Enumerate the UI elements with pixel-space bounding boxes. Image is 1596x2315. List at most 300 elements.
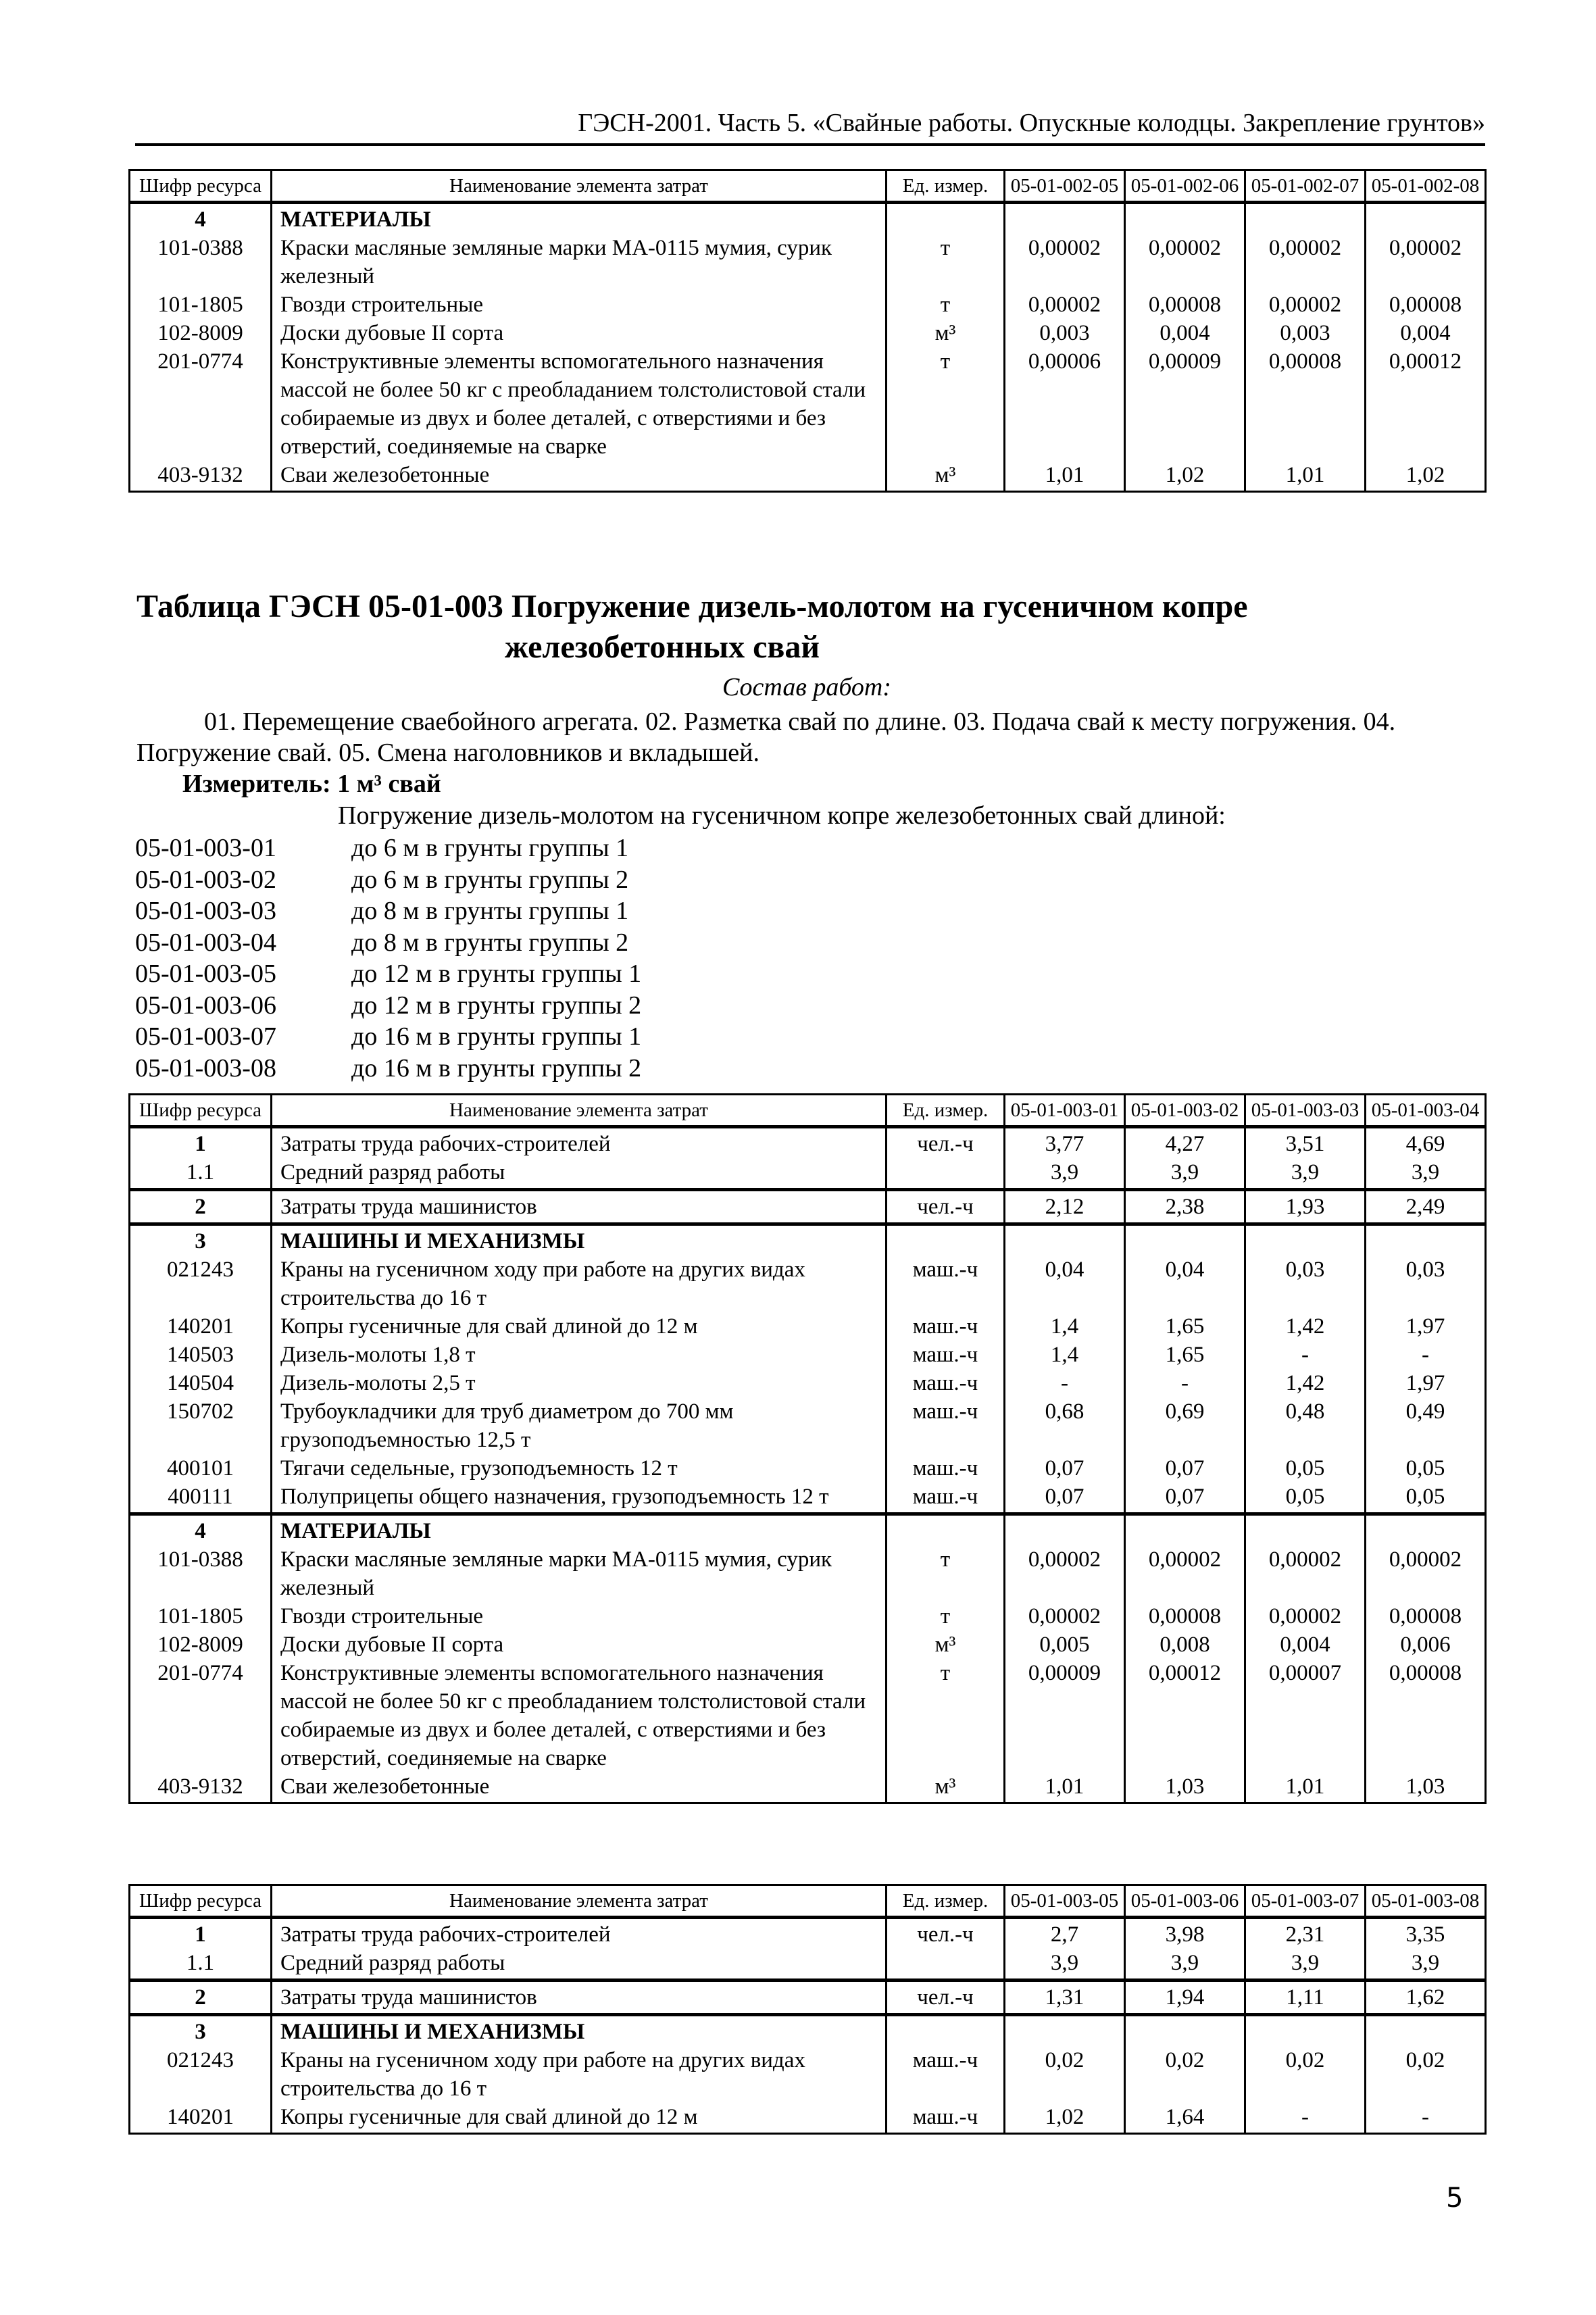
norm-value: 1,01 (1005, 461, 1125, 492)
page-number: 5 (1446, 2183, 1464, 2214)
norm-value: 0,00002 (1245, 234, 1366, 291)
norm-value: 3,9 (1366, 1158, 1486, 1190)
norm-value: 1,03 (1366, 1772, 1486, 1803)
norm-value: 0,00002 (1005, 1545, 1125, 1602)
table-row (130, 461, 1486, 492)
unit: маш.-ч (887, 1255, 1005, 1312)
cost-table-003-05-08 (128, 1884, 1487, 2135)
composition-text: 01. Перемещение сваебойного агрегата. 02. Разметка свай по длине. 03. Подача свай к месту погружения. 04. Погружение свай. 05. Смена наголовников и вкладышей. (136, 707, 1396, 767)
variant-code: 05-01-003-04 (135, 928, 276, 957)
resource-code: 400101 (130, 1454, 272, 1483)
table-row (130, 1397, 1486, 1454)
header-code: Шифр ресурса (130, 170, 272, 203)
table-row (130, 1545, 1486, 1602)
unit: маш.-ч (887, 1483, 1005, 1514)
resource-code: 3 (130, 1224, 272, 1256)
norm-value: 1,65 (1125, 1341, 1245, 1369)
variants-list (135, 832, 641, 1084)
norm-value (1245, 203, 1366, 234)
norm-value: 0,07 (1125, 1454, 1245, 1483)
unit: маш.-ч (887, 2046, 1005, 2103)
norm-value: 2,49 (1366, 1190, 1486, 1224)
section-row (130, 1514, 1486, 1546)
row-group (130, 2015, 1486, 2134)
norm-value: 0,00002 (1005, 234, 1125, 291)
norm-value (1125, 203, 1245, 234)
norm-value: 0,00008 (1245, 347, 1366, 461)
norm-value: 1,94 (1125, 1981, 1245, 2015)
resource-name: Сваи железобетонные (272, 461, 887, 492)
norm-value: 1,4 (1005, 1341, 1125, 1369)
resource-code: 140503 (130, 1341, 272, 1369)
norm-value (1366, 203, 1486, 234)
norm-value: 1,01 (1245, 1772, 1366, 1803)
resource-code: 101-1805 (130, 1602, 272, 1631)
norm-value: 1,01 (1005, 1772, 1125, 1803)
unit: м³ (887, 319, 1005, 347)
norm-value: 3,9 (1005, 1949, 1125, 1981)
resource-code: 140504 (130, 1369, 272, 1397)
norm-value: 0,00009 (1005, 1659, 1125, 1772)
norm-value: 3,77 (1005, 1127, 1125, 1159)
section-row (130, 203, 1486, 234)
resource-name: Полуприцепы общего назначения, грузоподъемность 12 т (272, 1483, 887, 1514)
norm-value: 1,42 (1245, 1312, 1366, 1341)
unit (887, 1158, 1005, 1190)
unit: т (887, 1659, 1005, 1772)
norm-value: - (1005, 1369, 1125, 1397)
section-row (130, 1224, 1486, 1256)
unit: т (887, 234, 1005, 291)
resource-code: 2 (130, 1190, 272, 1224)
row-group (130, 1224, 1486, 1514)
norm-value: 1,4 (1005, 1312, 1125, 1341)
unit: т (887, 347, 1005, 461)
table-row (130, 1190, 1486, 1224)
resource-name: Краны на гусеничном ходу при работе на других видах строительства до 16 т (272, 2046, 887, 2103)
norm-value: 0,02 (1005, 2046, 1125, 2103)
norm-value: 0,02 (1125, 2046, 1245, 2103)
variant-text: до 12 м в грунты группы 2 (351, 991, 642, 1020)
header-code: Шифр ресурса (130, 1095, 272, 1127)
norm-value (1005, 2015, 1125, 2047)
norm-value: 0,00008 (1366, 1602, 1486, 1631)
table-row (130, 1602, 1486, 1631)
resource-code: 102-8009 (130, 1631, 272, 1659)
norm-value: 0,00009 (1125, 347, 1245, 461)
unit: маш.-ч (887, 1454, 1005, 1483)
table-title-line-1: Таблица ГЭСН 05-01-003 Погружение дизель-молотом на гусеничном копре (136, 589, 1248, 624)
variant-text: до 6 м в грунты группы 1 (351, 834, 629, 862)
header-norm-code: 05-01-002-06 (1125, 170, 1245, 203)
norm-value: 1,02 (1005, 2103, 1125, 2134)
resource-name: Доски дубовые II сорта (272, 1631, 887, 1659)
row-group (130, 203, 1486, 492)
unit: м³ (887, 1772, 1005, 1803)
header-name: Наименование элемента затрат (272, 170, 887, 203)
norm-value: 1,01 (1245, 461, 1366, 492)
norm-value: 1,31 (1005, 1981, 1125, 2015)
resource-code: 403-9132 (130, 1772, 272, 1803)
header-name: Наименование элемента затрат (272, 1095, 887, 1127)
row-group (130, 1981, 1486, 2015)
norm-value: 0,00006 (1005, 347, 1125, 461)
unit (887, 1949, 1005, 1981)
norm-value: 4,69 (1366, 1127, 1486, 1159)
norm-value: 0,003 (1245, 319, 1366, 347)
norm-value (1366, 2015, 1486, 2047)
norm-value: 1,02 (1366, 461, 1486, 492)
norm-value (1125, 1514, 1245, 1546)
variant-item (135, 1053, 641, 1085)
variant-code: 05-01-003-03 (135, 897, 276, 925)
table-title-line-2: железобетонных свай (505, 629, 820, 665)
norm-value: 1,97 (1366, 1312, 1486, 1341)
table-row (130, 2046, 1486, 2103)
row-group (130, 1918, 1486, 1981)
norm-value: - (1245, 2103, 1366, 2134)
resource-name: Затраты труда машинистов (272, 1190, 887, 1224)
unit (887, 203, 1005, 234)
resource-name: Затраты труда машинистов (272, 1981, 887, 2015)
section-title: МАТЕРИАЛЫ (272, 203, 887, 234)
norm-value: 4,27 (1125, 1127, 1245, 1159)
header-row (130, 1885, 1486, 1918)
norm-value: 0,48 (1245, 1397, 1366, 1454)
norm-value: 0,69 (1125, 1397, 1245, 1454)
resource-name: Доски дубовые II сорта (272, 319, 887, 347)
norm-value (1245, 2015, 1366, 2047)
header-norm-code: 05-01-003-01 (1005, 1095, 1125, 1127)
unit: т (887, 291, 1005, 319)
resource-code: 3 (130, 2015, 272, 2047)
resource-name: Краски масляные земляные марки МА-0115 мумия, сурик железный (272, 234, 887, 291)
norm-value: 0,00002 (1125, 1545, 1245, 1602)
table-row (130, 1341, 1486, 1369)
resource-name: Копры гусеничные для свай длиной до 12 м (272, 2103, 887, 2134)
variant-text: до 6 м в грунты группы 2 (351, 865, 629, 894)
table-row (130, 1255, 1486, 1312)
resource-name: Дизель-молоты 2,5 т (272, 1369, 887, 1397)
variant-code: 05-01-003-01 (135, 834, 276, 862)
norm-value (1245, 1224, 1366, 1256)
norm-value: 0,00002 (1245, 1602, 1366, 1631)
resource-code: 101-1805 (130, 291, 272, 319)
norm-value: 1,65 (1125, 1312, 1245, 1341)
header-norm-code: 05-01-003-03 (1245, 1095, 1366, 1127)
header-norm-code: 05-01-003-07 (1245, 1885, 1366, 1918)
norm-value: 3,51 (1245, 1127, 1366, 1159)
unit: маш.-ч (887, 1341, 1005, 1369)
table-row (130, 319, 1486, 347)
unit: т (887, 1545, 1005, 1602)
table-row (130, 1772, 1486, 1803)
header-row (130, 170, 1486, 203)
row-group (130, 1190, 1486, 1224)
resource-code: 150702 (130, 1397, 272, 1454)
norm-value: - (1366, 2103, 1486, 2134)
norm-value: 1,02 (1125, 461, 1245, 492)
resource-name: Затраты труда рабочих-строителей (272, 1127, 887, 1159)
norm-value: 0,006 (1366, 1631, 1486, 1659)
norm-value: 3,9 (1125, 1158, 1245, 1190)
header-name: Наименование элемента затрат (272, 1885, 887, 1918)
resource-code: 021243 (130, 1255, 272, 1312)
header-rule (135, 143, 1485, 146)
header-code: Шифр ресурса (130, 1885, 272, 1918)
unit: чел.-ч (887, 1127, 1005, 1159)
resource-code: 140201 (130, 1312, 272, 1341)
header-norm-code: 05-01-003-05 (1005, 1885, 1125, 1918)
norm-value (1125, 2015, 1245, 2047)
table-row (130, 1127, 1486, 1159)
table-row (130, 1158, 1486, 1190)
cost-table-003-01-04 (128, 1093, 1487, 1804)
table-row (130, 1918, 1486, 1949)
resource-code: 140201 (130, 2103, 272, 2134)
norm-value: 1,97 (1366, 1369, 1486, 1397)
variant-text: до 12 м в грунты группы 1 (351, 960, 642, 988)
norm-value: 1,64 (1125, 2103, 1245, 2134)
header-unit: Ед. измер. (887, 1885, 1005, 1918)
norm-value (1005, 1514, 1125, 1546)
running-header: ГЭСН-2001. Часть 5. «Свайные работы. Опускные колодцы. Закрепление грунтов» (578, 109, 1485, 137)
norm-value: 1,11 (1245, 1981, 1366, 2015)
norm-value: 3,9 (1005, 1158, 1125, 1190)
row-group (130, 1127, 1486, 1190)
variant-item (135, 958, 641, 990)
section-title: МАШИНЫ И МЕХАНИЗМЫ (272, 2015, 887, 2047)
resource-code: 021243 (130, 2046, 272, 2103)
norm-value: 1,93 (1245, 1190, 1366, 1224)
header-norm-code: 05-01-003-04 (1366, 1095, 1486, 1127)
norm-value (1366, 1514, 1486, 1546)
resource-name: Краны на гусеничном ходу при работе на других видах строительства до 16 т (272, 1255, 887, 1312)
variant-item (135, 864, 641, 896)
norm-value (1005, 1224, 1125, 1256)
norm-value: 1,62 (1366, 1981, 1486, 2015)
norm-value: 0,003 (1005, 319, 1125, 347)
norm-value: 3,9 (1125, 1949, 1245, 1981)
norm-value: 0,03 (1245, 1255, 1366, 1312)
norm-value: 3,98 (1125, 1918, 1245, 1949)
norm-value: 0,07 (1125, 1483, 1245, 1514)
norm-value: 3,9 (1245, 1949, 1366, 1981)
norm-value: 0,04 (1005, 1255, 1125, 1312)
header-unit: Ед. измер. (887, 1095, 1005, 1127)
table-row (130, 347, 1486, 461)
variant-item (135, 895, 641, 927)
unit: т (887, 1602, 1005, 1631)
table-row (130, 1483, 1486, 1514)
norm-value: 0,02 (1366, 2046, 1486, 2103)
table-row (130, 1631, 1486, 1659)
section-title: МАТЕРИАЛЫ (272, 1514, 887, 1546)
resource-name: Копры гусеничные для свай длиной до 12 м (272, 1312, 887, 1341)
norm-value (1366, 1224, 1486, 1256)
table-title (136, 587, 1481, 668)
norm-value: - (1366, 1341, 1486, 1369)
norm-value: 0,05 (1245, 1483, 1366, 1514)
norm-value: 2,31 (1245, 1918, 1366, 1949)
norm-value: 0,00008 (1125, 291, 1245, 319)
resource-code: 101-0388 (130, 234, 272, 291)
norm-value: 0,00002 (1245, 291, 1366, 319)
table-row (130, 234, 1486, 291)
table-row (130, 1659, 1486, 1772)
norm-value: 1,03 (1125, 1772, 1245, 1803)
norm-value (1005, 203, 1125, 234)
table-row (130, 1949, 1486, 1981)
unit: маш.-ч (887, 1369, 1005, 1397)
resource-code: 201-0774 (130, 347, 272, 461)
norm-value: 0,004 (1366, 319, 1486, 347)
variants-caption: Погружение дизель-молотом на гусеничном копре железобетонных свай длиной: (338, 801, 1226, 830)
variant-code: 05-01-003-07 (135, 1022, 276, 1051)
resource-code: 1.1 (130, 1949, 272, 1981)
cost-table-continued (128, 169, 1487, 493)
resource-code: 4 (130, 203, 272, 234)
resource-name: Краски масляные земляные марки МА-0115 мумия, сурик железный (272, 1545, 887, 1602)
section-title: МАШИНЫ И МЕХАНИЗМЫ (272, 1224, 887, 1256)
resource-name: Дизель-молоты 1,8 т (272, 1341, 887, 1369)
norm-value: - (1245, 1341, 1366, 1369)
resource-name: Гвозди строительные (272, 291, 887, 319)
header-row (130, 1095, 1486, 1127)
section-row (130, 2015, 1486, 2047)
unit (887, 2015, 1005, 2047)
resource-name: Конструктивные элементы вспомогательного назначения массой не более 50 кг с преобладанием толстолистовой стали собираемые из двух и более деталей, с отверстиями и без отверстий, соединяемые на сварке (272, 1659, 887, 1772)
resource-code: 1 (130, 1127, 272, 1159)
variant-text: до 16 м в грунты группы 2 (351, 1053, 642, 1082)
norm-value: 3,35 (1366, 1918, 1486, 1949)
norm-value: 0,004 (1245, 1631, 1366, 1659)
table-header (130, 170, 1486, 203)
norm-value: 0,03 (1366, 1255, 1486, 1312)
variant-code: 05-01-003-05 (135, 960, 276, 988)
norm-value: 3,9 (1245, 1158, 1366, 1190)
norm-value: 0,00002 (1125, 234, 1245, 291)
norm-value: 0,00002 (1366, 234, 1486, 291)
norm-value: 0,05 (1366, 1483, 1486, 1514)
unit (887, 1224, 1005, 1256)
norm-value: 0,00002 (1005, 291, 1125, 319)
resource-name: Трубоукладчики для труб диаметром до 700 мм грузоподъемностью 12,5 т (272, 1397, 887, 1454)
unit (887, 1514, 1005, 1546)
resource-code: 102-8009 (130, 319, 272, 347)
resource-code: 201-0774 (130, 1659, 272, 1772)
variant-text: до 16 м в грунты группы 1 (351, 1022, 642, 1051)
variant-code: 05-01-003-06 (135, 991, 276, 1020)
header-norm-code: 05-01-003-06 (1125, 1885, 1245, 1918)
norm-value (1125, 1224, 1245, 1256)
table-row (130, 1454, 1486, 1483)
norm-value (1245, 1514, 1366, 1546)
norm-value: 2,38 (1125, 1190, 1245, 1224)
unit: чел.-ч (887, 1981, 1005, 2015)
resource-name: Средний разряд работы (272, 1158, 887, 1190)
norm-value: 2,7 (1005, 1918, 1125, 1949)
variant-code: 05-01-003-02 (135, 865, 276, 894)
norm-value: - (1125, 1369, 1245, 1397)
unit: м³ (887, 1631, 1005, 1659)
norm-value: 1,42 (1245, 1369, 1366, 1397)
norm-value: 0,00012 (1366, 347, 1486, 461)
resource-name: Гвозди строительные (272, 1602, 887, 1631)
resource-code: 2 (130, 1981, 272, 2015)
norm-value: 0,07 (1005, 1454, 1125, 1483)
norm-value: 2,12 (1005, 1190, 1125, 1224)
norm-value: 0,00002 (1005, 1602, 1125, 1631)
resource-code: 1 (130, 1918, 272, 1949)
resource-code: 1.1 (130, 1158, 272, 1190)
resource-code: 403-9132 (130, 461, 272, 492)
unit: чел.-ч (887, 1918, 1005, 1949)
resource-code: 101-0388 (130, 1545, 272, 1602)
resource-name: Сваи железобетонные (272, 1772, 887, 1803)
unit: м³ (887, 461, 1005, 492)
variant-text: до 8 м в грунты группы 1 (351, 897, 629, 925)
header-norm-code: 05-01-002-08 (1366, 170, 1486, 203)
unit: чел.-ч (887, 1190, 1005, 1224)
variant-item (135, 990, 641, 1022)
table-row (130, 2103, 1486, 2134)
norm-value: 0,07 (1005, 1483, 1125, 1514)
header-unit: Ед. измер. (887, 170, 1005, 203)
resource-name: Конструктивные элементы вспомогательного назначения массой не более 50 кг с преобладанием толстолистовой стали собираемые из двух и более деталей, с отверстиями и без отверстий, соединяемые на сварке (272, 347, 887, 461)
norm-value: 0,68 (1005, 1397, 1125, 1454)
meter-label: Измеритель: 1 м³ свай (182, 770, 441, 798)
norm-value: 0,00008 (1366, 291, 1486, 319)
composition-label: Состав работ: (722, 673, 892, 701)
unit: маш.-ч (887, 2103, 1005, 2134)
table-row (130, 1312, 1486, 1341)
variant-code: 05-01-003-08 (135, 1053, 276, 1082)
resource-name: Средний разряд работы (272, 1949, 887, 1981)
variant-item (135, 832, 641, 864)
norm-value: 0,00002 (1366, 1545, 1486, 1602)
resource-code: 4 (130, 1514, 272, 1546)
unit: маш.-ч (887, 1397, 1005, 1454)
table-row (130, 291, 1486, 319)
norm-value: 0,49 (1366, 1397, 1486, 1454)
table-row (130, 1369, 1486, 1397)
norm-value: 0,008 (1125, 1631, 1245, 1659)
norm-value: 0,05 (1245, 1454, 1366, 1483)
header-norm-code: 05-01-003-02 (1125, 1095, 1245, 1127)
table-row (130, 1981, 1486, 2015)
table-header (130, 1095, 1486, 1127)
norm-value: 3,9 (1366, 1949, 1486, 1981)
header-norm-code: 05-01-002-05 (1005, 170, 1125, 203)
variant-item (135, 1021, 641, 1053)
norm-value: 0,00008 (1366, 1659, 1486, 1772)
variant-text: до 8 м в грунты группы 2 (351, 928, 629, 957)
norm-value: 0,00012 (1125, 1659, 1245, 1772)
norm-value: 0,004 (1125, 319, 1245, 347)
norm-value: 0,00002 (1245, 1545, 1366, 1602)
table-header (130, 1885, 1486, 1918)
resource-name: Затраты труда рабочих-строителей (272, 1918, 887, 1949)
norm-value: 0,05 (1366, 1454, 1486, 1483)
resource-code: 400111 (130, 1483, 272, 1514)
norm-value: 0,00007 (1245, 1659, 1366, 1772)
unit: маш.-ч (887, 1312, 1005, 1341)
norm-value: 0,04 (1125, 1255, 1245, 1312)
norm-value: 0,02 (1245, 2046, 1366, 2103)
norm-value: 0,005 (1005, 1631, 1125, 1659)
variant-item (135, 927, 641, 959)
